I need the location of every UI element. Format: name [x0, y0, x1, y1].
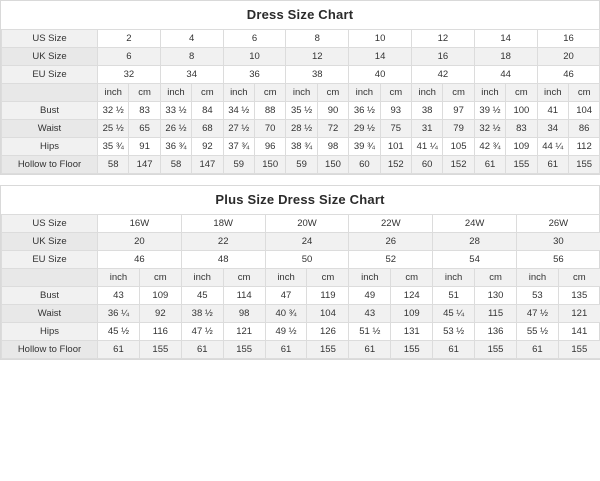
value-cell: 10 — [349, 30, 412, 48]
value-cell: 60 — [349, 156, 380, 174]
unit-cell: cm — [317, 84, 348, 102]
chart-title: Dress Size Chart — [246, 7, 354, 22]
value-cell: 155 — [506, 156, 537, 174]
value-cell: 38 — [286, 66, 349, 84]
value-cell: 34 ½ — [223, 102, 254, 120]
unit-cell: cm — [139, 269, 181, 287]
value-cell: 45 ¼ — [433, 305, 475, 323]
value-cell: 59 — [286, 156, 317, 174]
value-cell: 84 — [192, 102, 223, 120]
value-cell: 36 ¼ — [98, 305, 140, 323]
unit-cell: inch — [223, 84, 254, 102]
value-cell: 86 — [568, 120, 599, 138]
value-cell: 41 ¼ — [411, 138, 442, 156]
value-cell: 88 — [254, 102, 285, 120]
value-cell: 61 — [537, 156, 568, 174]
table-row — [2, 30, 600, 48]
row-label — [2, 84, 98, 102]
table-row — [2, 120, 600, 138]
dress-size-table-body — [2, 30, 600, 174]
unit-cell: cm — [307, 269, 349, 287]
value-cell: 152 — [443, 156, 474, 174]
plus-size-dress-chart — [0, 185, 600, 360]
value-cell: 36 — [223, 66, 286, 84]
value-cell: 55 ½ — [516, 323, 558, 341]
value-cell: 130 — [475, 287, 517, 305]
unit-cell: cm — [129, 84, 160, 102]
unit-cell: inch — [181, 269, 223, 287]
value-cell: 18W — [181, 215, 265, 233]
row-label: UK Size — [2, 48, 98, 66]
value-cell: 136 — [475, 323, 517, 341]
value-cell: 12 — [411, 30, 474, 48]
value-cell: 33 ½ — [160, 102, 191, 120]
unit-cell: cm — [223, 269, 265, 287]
value-cell: 28 ½ — [286, 120, 317, 138]
value-cell: 43 — [98, 287, 140, 305]
value-cell: 109 — [391, 305, 433, 323]
value-cell: 92 — [192, 138, 223, 156]
value-cell: 22W — [349, 215, 433, 233]
dress-size-chart — [0, 0, 600, 175]
value-cell: 109 — [139, 287, 181, 305]
row-label: Hollow to Floor — [2, 341, 98, 359]
row-label: US Size — [2, 215, 98, 233]
chart-gap — [0, 175, 600, 185]
unit-cell: inch — [98, 84, 129, 102]
value-cell: 61 — [349, 341, 391, 359]
unit-cell: inch — [516, 269, 558, 287]
table-row — [2, 233, 600, 251]
value-cell: 141 — [558, 323, 600, 341]
row-label — [2, 269, 98, 287]
value-cell: 52 — [349, 251, 433, 269]
table-row — [2, 251, 600, 269]
value-cell: 26W — [516, 215, 600, 233]
table-row — [2, 323, 600, 341]
unit-cell: cm — [568, 84, 599, 102]
value-cell: 97 — [443, 102, 474, 120]
table-row — [2, 156, 600, 174]
value-cell: 44 ¼ — [537, 138, 568, 156]
value-cell: 12 — [286, 48, 349, 66]
value-cell: 16 — [537, 30, 600, 48]
value-cell: 6 — [98, 48, 161, 66]
value-cell: 59 — [223, 156, 254, 174]
value-cell: 49 — [349, 287, 391, 305]
value-cell: 131 — [391, 323, 433, 341]
value-cell: 61 — [474, 156, 505, 174]
value-cell: 27 ½ — [223, 120, 254, 138]
value-cell: 32 ½ — [474, 120, 505, 138]
value-cell: 68 — [192, 120, 223, 138]
value-cell: 58 — [160, 156, 191, 174]
value-cell: 24W — [433, 215, 517, 233]
unit-cell: inch — [286, 84, 317, 102]
row-label: Hips — [2, 323, 98, 341]
value-cell: 46 — [537, 66, 600, 84]
value-cell: 31 — [411, 120, 442, 138]
value-cell: 155 — [568, 156, 599, 174]
unit-cell: cm — [506, 84, 537, 102]
unit-cell: inch — [537, 84, 568, 102]
unit-cell: cm — [443, 84, 474, 102]
value-cell: 2 — [98, 30, 161, 48]
value-cell: 30 — [516, 233, 600, 251]
value-cell: 42 — [411, 66, 474, 84]
value-cell: 61 — [433, 341, 475, 359]
value-cell: 28 — [433, 233, 517, 251]
value-cell: 61 — [516, 341, 558, 359]
value-cell: 155 — [558, 341, 600, 359]
value-cell: 47 ½ — [181, 323, 223, 341]
row-label: Hollow to Floor — [2, 156, 98, 174]
value-cell: 124 — [391, 287, 433, 305]
value-cell: 6 — [223, 30, 286, 48]
value-cell: 58 — [98, 156, 129, 174]
value-cell: 104 — [568, 102, 599, 120]
value-cell: 91 — [129, 138, 160, 156]
value-cell: 45 — [181, 287, 223, 305]
unit-cell: inch — [265, 269, 307, 287]
table-row — [2, 305, 600, 323]
row-label: EU Size — [2, 251, 98, 269]
table-row — [2, 84, 600, 102]
value-cell: 20 — [98, 233, 182, 251]
value-cell: 24 — [265, 233, 349, 251]
value-cell: 72 — [317, 120, 348, 138]
value-cell: 155 — [223, 341, 265, 359]
unit-cell: inch — [411, 84, 442, 102]
row-label: Bust — [2, 102, 98, 120]
value-cell: 42 ¾ — [474, 138, 505, 156]
unit-cell: inch — [349, 269, 391, 287]
value-cell: 121 — [223, 323, 265, 341]
value-cell: 75 — [380, 120, 411, 138]
value-cell: 155 — [307, 341, 349, 359]
unit-cell: inch — [433, 269, 475, 287]
value-cell: 119 — [307, 287, 349, 305]
value-cell: 36 ¾ — [160, 138, 191, 156]
value-cell: 26 — [349, 233, 433, 251]
value-cell: 25 ½ — [98, 120, 129, 138]
table-row — [2, 48, 600, 66]
value-cell: 56 — [516, 251, 600, 269]
unit-cell: cm — [558, 269, 600, 287]
value-cell: 96 — [254, 138, 285, 156]
value-cell: 48 — [181, 251, 265, 269]
value-cell: 79 — [443, 120, 474, 138]
value-cell: 116 — [139, 323, 181, 341]
value-cell: 32 — [98, 66, 161, 84]
value-cell: 147 — [129, 156, 160, 174]
value-cell: 26 ½ — [160, 120, 191, 138]
value-cell: 41 — [537, 102, 568, 120]
row-label: EU Size — [2, 66, 98, 84]
table-row — [2, 341, 600, 359]
value-cell: 115 — [475, 305, 517, 323]
value-cell: 93 — [380, 102, 411, 120]
value-cell: 44 — [474, 66, 537, 84]
value-cell: 70 — [254, 120, 285, 138]
value-cell: 16W — [98, 215, 182, 233]
unit-cell: cm — [391, 269, 433, 287]
unit-cell: inch — [160, 84, 191, 102]
value-cell: 18 — [474, 48, 537, 66]
value-cell: 50 — [265, 251, 349, 269]
value-cell: 53 — [516, 287, 558, 305]
value-cell: 54 — [433, 251, 517, 269]
value-cell: 34 — [537, 120, 568, 138]
value-cell: 147 — [192, 156, 223, 174]
table-row — [2, 138, 600, 156]
value-cell: 40 ¾ — [265, 305, 307, 323]
row-label: Waist — [2, 305, 98, 323]
unit-cell: inch — [474, 84, 505, 102]
value-cell: 38 ½ — [181, 305, 223, 323]
value-cell: 34 — [160, 66, 223, 84]
value-cell: 40 — [349, 66, 412, 84]
row-label: UK Size — [2, 233, 98, 251]
value-cell: 8 — [286, 30, 349, 48]
value-cell: 98 — [223, 305, 265, 323]
value-cell: 155 — [391, 341, 433, 359]
value-cell: 150 — [254, 156, 285, 174]
table-row — [2, 287, 600, 305]
value-cell: 14 — [349, 48, 412, 66]
table-row — [2, 215, 600, 233]
value-cell: 65 — [129, 120, 160, 138]
row-label: Bust — [2, 287, 98, 305]
value-cell: 155 — [139, 341, 181, 359]
value-cell: 105 — [443, 138, 474, 156]
unit-cell: cm — [380, 84, 411, 102]
table-row — [2, 102, 600, 120]
value-cell: 47 — [265, 287, 307, 305]
value-cell: 38 ¾ — [286, 138, 317, 156]
value-cell: 126 — [307, 323, 349, 341]
chart-title: Plus Size Dress Size Chart — [215, 192, 385, 207]
unit-cell: cm — [254, 84, 285, 102]
value-cell: 35 ¾ — [98, 138, 129, 156]
value-cell: 51 — [433, 287, 475, 305]
value-cell: 38 — [411, 102, 442, 120]
value-cell: 20 — [537, 48, 600, 66]
value-cell: 101 — [380, 138, 411, 156]
value-cell: 135 — [558, 287, 600, 305]
value-cell: 98 — [317, 138, 348, 156]
value-cell: 22 — [181, 233, 265, 251]
value-cell: 53 ½ — [433, 323, 475, 341]
value-cell: 152 — [380, 156, 411, 174]
value-cell: 121 — [558, 305, 600, 323]
value-cell: 36 ½ — [349, 102, 380, 120]
value-cell: 90 — [317, 102, 348, 120]
unit-cell: inch — [349, 84, 380, 102]
value-cell: 47 ½ — [516, 305, 558, 323]
value-cell: 10 — [223, 48, 286, 66]
value-cell: 155 — [475, 341, 517, 359]
value-cell: 100 — [506, 102, 537, 120]
unit-cell: cm — [192, 84, 223, 102]
value-cell: 104 — [307, 305, 349, 323]
value-cell: 16 — [411, 48, 474, 66]
value-cell: 61 — [265, 341, 307, 359]
value-cell: 150 — [317, 156, 348, 174]
value-cell: 60 — [411, 156, 442, 174]
table-row — [2, 269, 600, 287]
value-cell: 83 — [506, 120, 537, 138]
value-cell: 112 — [568, 138, 599, 156]
plus-size-table-body — [2, 215, 600, 359]
dress-size-table — [1, 29, 600, 174]
row-label: Hips — [2, 138, 98, 156]
unit-cell: inch — [98, 269, 140, 287]
value-cell: 35 ½ — [286, 102, 317, 120]
value-cell: 39 ½ — [474, 102, 505, 120]
row-label: Waist — [2, 120, 98, 138]
value-cell: 61 — [181, 341, 223, 359]
table-row — [2, 66, 600, 84]
value-cell: 61 — [98, 341, 140, 359]
value-cell: 46 — [98, 251, 182, 269]
value-cell: 4 — [160, 30, 223, 48]
plus-size-table — [1, 214, 600, 359]
value-cell: 92 — [139, 305, 181, 323]
value-cell: 109 — [506, 138, 537, 156]
value-cell: 39 ¾ — [349, 138, 380, 156]
row-label: US Size — [2, 30, 98, 48]
value-cell: 32 ½ — [98, 102, 129, 120]
value-cell: 49 ½ — [265, 323, 307, 341]
value-cell: 37 ¾ — [223, 138, 254, 156]
value-cell: 51 ½ — [349, 323, 391, 341]
value-cell: 14 — [474, 30, 537, 48]
value-cell: 45 ½ — [98, 323, 140, 341]
value-cell: 29 ½ — [349, 120, 380, 138]
value-cell: 8 — [160, 48, 223, 66]
value-cell: 83 — [129, 102, 160, 120]
unit-cell: cm — [475, 269, 517, 287]
value-cell: 20W — [265, 215, 349, 233]
value-cell: 114 — [223, 287, 265, 305]
value-cell: 43 — [349, 305, 391, 323]
